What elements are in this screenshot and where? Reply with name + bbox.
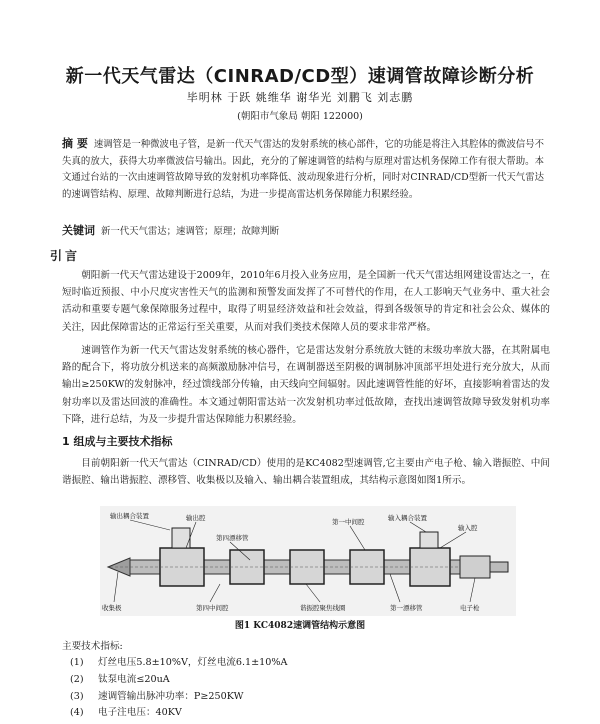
label-beam-focus: 谐振腔聚焦线圈 [300,604,346,612]
spec-item: (2) 钛泵电流≤20uA [70,673,170,685]
label-input-coupler: 输入耦合装置 [388,514,427,522]
gun-end-shape [490,562,508,572]
author-list: 毕明林 于跃 姚维华 谢华光 刘鹏飞 刘志鹏 [186,91,414,104]
paper-title: 新一代天气雷达（CINRAD/CD型）速调管故障诊断分析 [65,66,535,87]
spec-item: (4) 电子注电压：40KV [70,707,182,719]
spec-item: (1) 灯丝电压5.8±10%V，灯丝电流6.1±10%A [70,657,288,668]
section-1-heading: 1 组成与主要技术指标 [62,435,173,448]
intro-heading: 引言 [50,249,81,263]
label-input-cavity: 输入腔 [458,524,478,532]
label-output-coupler: 输出耦合装置 [110,512,149,520]
keywords-text: 新一代天气雷达；速调管；原理；故障判断 [101,226,280,237]
label-collector: 收集极 [102,604,122,612]
specs-heading: 主要技术指标: [62,641,123,652]
klystron-diagram [100,506,516,616]
input-coupler-shape [420,532,438,548]
label-output-cavity: 输出腔 [186,514,206,522]
spec-list [70,655,287,722]
paragraph-2: 速调管作为新一代天气雷达发射系统的核心器件，它是雷达发射分系统放大链的末级功率放大器，在其附属电路的配合下，将功放分机送来的高频激励脉冲信号，在调制器送至阴极的调制脉冲顶部平坦处进行充分放大，从而输出≥250KW的发射脉冲，经过馈线部分传输，由天线向空间辐射。因此速调管性能的好坏，直接影响着雷达的发射功率以及雷达回波的准确性。本文通过朝阳雷达站一次发射机功率过低故障，查找出速调管故障导致发射机功率下降，进行总结，为及一步提升雷达保障能力积累经验。 [62,345,550,425]
label-drift4: 第四漂移管 [216,534,249,542]
paragraph-1: 朝阳新一代天气雷达建设于2009年，2010年6月投入业务应用，是全国新一代天气雷达组网建设雷达之一，在短时临近预报、中小尺度灾害性天气的监测和预警发面发挥了不可替代的作用，在人工影响天气业务中、重大社会活动和重要专题气象保障服务过程中，取得了明显经济效益和社会效益，得到各级领导的肯定和社会公众、媒体的关注，因此保障雷达的正常运行至关重要，从而对我们类技术保障人员的要求非常严格。 [62,270,550,333]
abstract [62,136,544,203]
label-mid1: 第一中间腔 [332,518,365,526]
keywords [62,222,544,238]
label-drift1: 第一漂移管 [390,604,423,612]
keywords-label: 关键词 [62,224,95,237]
affiliation: (朝阳市气象局 朝阳 122000) [237,111,363,122]
abstract-label: 摘 要 [62,137,88,150]
spec-item: (3) 速调管输出脉冲功率：P≥250KW [70,690,244,702]
electron-gun-shape [460,556,490,578]
label-gun: 电子枪 [460,604,480,612]
abstract-text: 速调管是一种微波电子管，是新一代天气雷达的发射系统的核心部件，它的功能是将注入其腔体的微波信号不失真的放大，获得大功率微波信号输出。因此，充分的了解速调管的结构与原理对雷达机务保障工作有很大帮助。本文通过台站的一次由速调管故障导致的发射机功率降低、波动现象进行分析，同时对CINRAD/CD型新一代天气雷达的速调管结构、原理、故障判断进行总结，为进一步提高雷达机务保障能力积累经验。 [62,139,544,200]
paragraph-3: 目前朝阳新一代天气雷达（CINRAD/CD）使用的是KC4082型速调管,它主要由产电子枪、输入谐振腔、中间谐振腔、输出谐振腔、漂移管、收集极以及输入、输出耦合装置组成，其结构示意图如图1所示。 [62,458,550,487]
label-mid4: 第四中间腔 [196,604,229,612]
figure-caption: 图1 KC4082速调管结构示意图 [234,621,366,631]
